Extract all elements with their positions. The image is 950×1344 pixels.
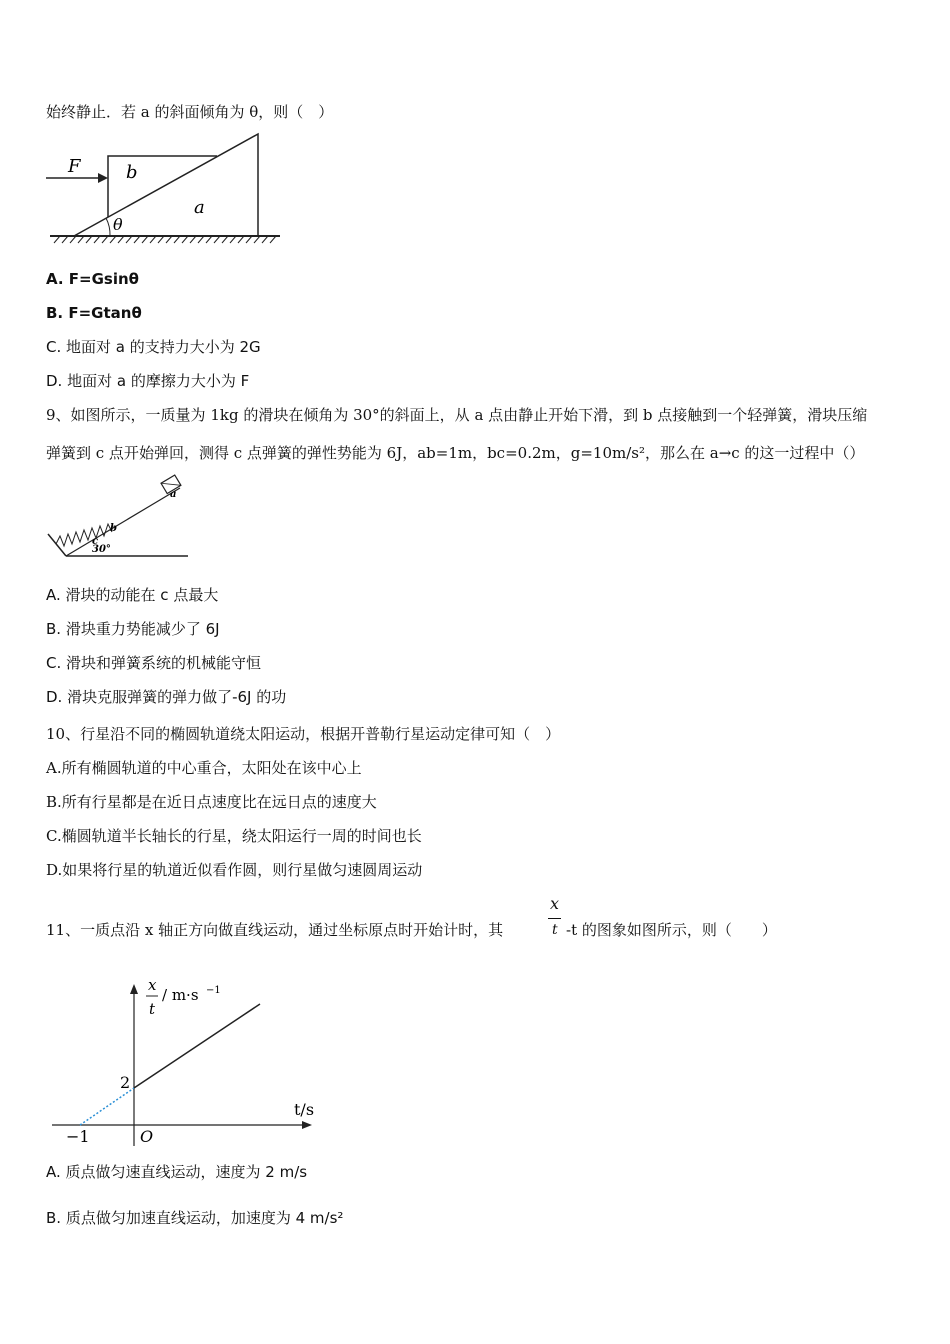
q11-stem-after: -t 的图象如图所示，则（ ） <box>566 921 777 939</box>
q11-y-axis-label: x/t / m·s⁻¹ <box>44 966 49 967</box>
q9-option-d: D. 滑块克服弹簧的弹力做了-6J 的功 <box>46 688 287 706</box>
svg-text:/ m·s: / m·s <box>162 986 199 1004</box>
q9-stem-line2: 弹簧到 c 点开始弹回，测得 c 点弹簧的弹性势能为 6J，ab=1m，bc=0.2m，g=10m/s²，那么在 a→c 的这一过程中（） <box>46 444 865 462</box>
q9-option-a: A. 滑块的动能在 c 点最大 <box>46 586 219 604</box>
q11-stem-before: 11、一质点沿 x 轴正方向做直线运动，通过坐标原点时开始计时，其 <box>46 921 504 939</box>
svg-text:t: t <box>149 1000 156 1018</box>
q11-option-a: A. 质点做匀速直线运动，速度为 2 m/s <box>46 1163 308 1181</box>
q9-label-a: a <box>170 489 177 500</box>
q8-label-F: F <box>68 156 81 177</box>
q8-incline-figure <box>44 128 284 244</box>
q11-origin-label: O <box>140 1127 154 1146</box>
q11-xt-graph <box>44 966 334 1156</box>
q8-option-a: A. F=Gsinθ <box>46 270 139 288</box>
q10-option-d: D.如果将行星的轨道近似看作圆，则行星做匀速圆周运动 <box>46 861 423 879</box>
q10-option-a: A.所有椭圆轨道的中心重合，太阳处在该中心上 <box>46 759 362 777</box>
q8-stem: 始终静止．若 a 的斜面倾角为 θ，则（ ） <box>46 103 334 121</box>
q11-neg-label: −1 <box>66 1127 90 1146</box>
q10-option-b: B.所有行星都是在近日点速度比在远日点的速度大 <box>46 793 377 811</box>
q8-label-theta: θ <box>113 215 123 234</box>
q10-option-c: C.椭圆轨道半长轴长的行星，绕太阳运行一周的时间也长 <box>46 827 422 845</box>
q11-intercept-label: 2 <box>120 1073 131 1092</box>
q11-frac-num: x <box>550 894 560 913</box>
q11-x-axis-label: t/s <box>294 1100 315 1119</box>
q11-option-b: B. 质点做匀加速直线运动，加速度为 4 m/s² <box>46 1209 344 1227</box>
q11-frac-bar <box>548 918 561 919</box>
q9-label-b: b <box>110 523 117 534</box>
q8-option-b: B. F=Gtanθ <box>46 304 142 322</box>
svg-text:x: x <box>148 976 157 994</box>
q8-option-d: D. 地面对 a 的摩擦力大小为 F <box>46 372 250 390</box>
q9-label-c: c <box>92 536 99 547</box>
q8-label-b: b <box>126 162 138 183</box>
q9-label-angle: 30° <box>92 544 111 555</box>
q9-stem-line1: 9、如图所示，一质量为 1kg 的滑块在倾角为 30°的斜面上，从 a 点由静止开始下滑，到 b 点接触到一个轻弹簧，滑块压缩 <box>46 406 868 424</box>
q9-option-c: C. 滑块和弹簧系统的机械能守恒 <box>46 654 262 672</box>
svg-text:−1: −1 <box>206 985 221 996</box>
q11-frac-den: t <box>552 922 558 938</box>
q8-option-c: C. 地面对 a 的支持力大小为 2G <box>46 338 261 356</box>
q10-stem: 10、行星沿不同的椭圆轨道绕太阳运动，根据开普勒行星运动定律可知（ ） <box>46 725 561 743</box>
q9-spring-incline-figure <box>44 474 194 562</box>
q8-label-a: a <box>194 197 205 218</box>
q9-option-b: B. 滑块重力势能减少了 6J <box>46 620 220 638</box>
